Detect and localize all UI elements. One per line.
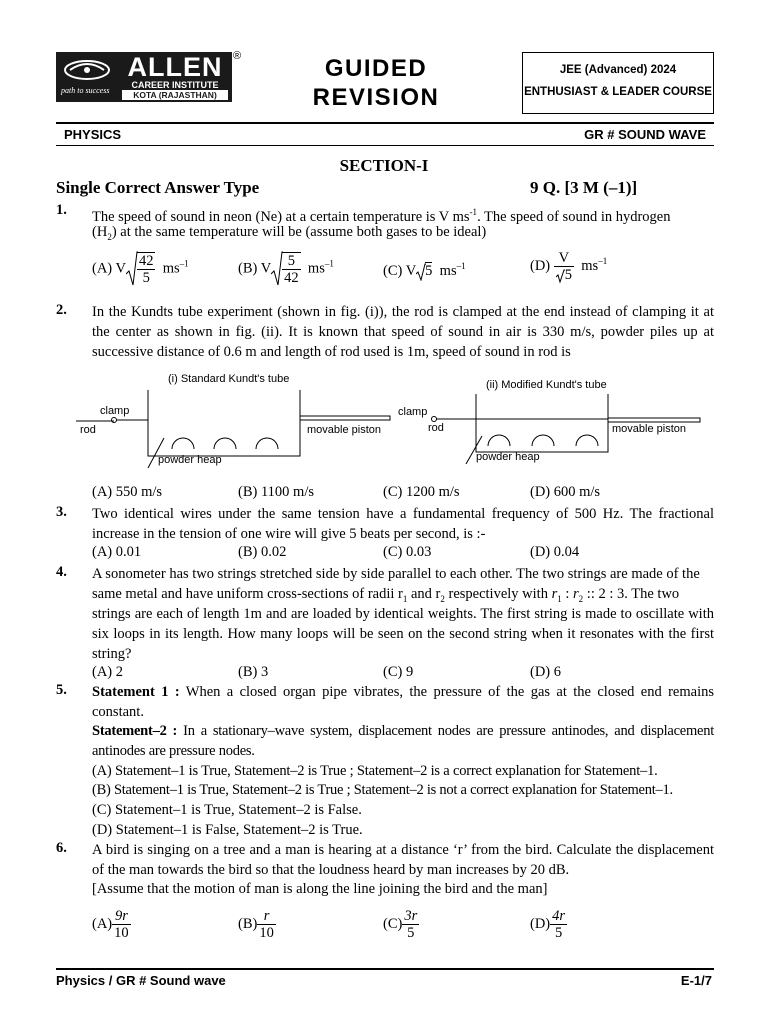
q2-option-b: (B) 1100 m/s <box>238 484 314 500</box>
q1-text-line2: $(H_2)$ at the same temperature will be (assume both gases to be ideal) <box>92 224 487 242</box>
doc-title <box>296 54 456 112</box>
q4-option-c: (C) 9 <box>383 664 414 680</box>
q1-text-line1: The speed of sound in neon (Ne) at a certain temperature is V $ms^{-1}$. The speed of sound in hydrogen <box>92 207 671 225</box>
q4-option-a: (A) 2 <box>92 664 124 680</box>
course-box <box>522 52 714 114</box>
q5-option-a: (A) Statement–1 is True, Statement–2 is True ; Statement–2 is a correct explanation for Statement–1. <box>92 763 658 779</box>
fig2-piston-label: movable piston <box>612 423 686 435</box>
logo-city: KOTA (RAJASTHAN) <box>122 90 228 100</box>
q4-number: 4. <box>56 564 67 580</box>
q4-text-line1: A sonometer has two strings stretched side by side parallel to each other. The two strings are made of the <box>92 566 700 582</box>
q6-option-a: (A) $\frac{9r}{10}$ <box>92 908 129 941</box>
q3-option-c: (C) 0.03 <box>383 544 432 560</box>
fig2-heap-2 <box>532 435 554 446</box>
fig1-heap-1 <box>172 438 194 449</box>
q4-option-b: (B) 3 <box>238 664 269 680</box>
section-title: SECTION-I <box>339 156 429 175</box>
fig1-heap-label: powder heap <box>158 454 222 466</box>
q4-text-line2: same metal and have uniform cross-sections of radii $r_1$ and $r_2$ respectively with $r_1$ : $r_2$ :: 2 : 3. The two <box>92 586 680 604</box>
header-rule-top <box>56 122 714 124</box>
q3-text: Two identical wires under the same tension have a fundamental frequency of 500 Hz. The fractional increase in the tension of one wire will give 5 beats per second, is :- <box>92 506 714 542</box>
q2-option-a: (A) 550 m/s <box>92 484 163 500</box>
header-rule-bottom <box>56 145 714 146</box>
fig2-rod-label: rod <box>428 422 444 434</box>
fig1-rod-label: rod <box>80 424 96 436</box>
q5-option-c: (C) Statement–1 is True, Statement–2 is False. <box>92 802 362 818</box>
kundt-tube-figure-modified <box>396 372 718 472</box>
fig1-piston <box>300 416 390 420</box>
q6-text: A bird is singing on a tree and a man is hearing at a distance ‘r’ from the bird. Calculate the displacement of the man towards the bird so that the loudness heard by man increases by 20 dB. <box>92 842 714 878</box>
fig1-piston-label: movable piston <box>307 424 381 436</box>
q4-option-d: (D) 6 <box>530 664 562 680</box>
q3-number: 3. <box>56 504 67 520</box>
q1-option-a: (A) V $\frac{42}{5}$ $ms^{-1}$ <box>92 253 189 286</box>
q1-option-b: (B) V $\frac{5}{42}$ $ms^{-1}$ <box>238 253 334 286</box>
page-number: E-1/7 <box>680 973 712 988</box>
logo-institute: CAREER INSTITUTE <box>131 80 219 90</box>
logo-tagline: path to success <box>61 86 110 95</box>
q4-text-rest: strings are each of length 1m and are loaded by identical weights. The first string is made to oscillate with six loops in its length. How many loops will be seen on the second string when it resonates with the first string? <box>92 606 714 662</box>
marking-scheme: 9 Q. [3 M (–1)] <box>530 178 638 197</box>
fig2-clamp-point <box>432 417 437 422</box>
doc-title-line1: GUIDED <box>324 55 428 82</box>
footer-left: Physics / GR # Sound wave <box>56 973 226 988</box>
q6-number: 6. <box>56 840 67 856</box>
question-type: Single Correct Answer Type <box>56 178 260 197</box>
fig2-clamp-label: clamp <box>398 406 428 418</box>
fig2-piston <box>608 418 700 422</box>
registered-mark: ® <box>233 50 242 62</box>
topic-label: GR # SOUND WAVE <box>584 127 706 142</box>
q6-option-d: (D) $\frac{4r}{5}$ <box>530 908 566 941</box>
q2-option-d: (D) 600 m/s <box>530 484 601 500</box>
q1-option-d: (D) $\frac{V}{5}$ $ms^{-1}$ <box>530 250 608 283</box>
fig1-heap-2 <box>214 438 236 449</box>
q3-option-b: (B) 0.02 <box>238 544 287 560</box>
q6-option-b: (B) $\frac{r}{10}$ <box>238 908 274 941</box>
logo-emblem-icon <box>60 56 114 82</box>
q5-number: 5. <box>56 682 67 698</box>
q5-option-d: (D) Statement–1 is False, Statement–2 is True. <box>92 822 363 838</box>
fig1-heap-3 <box>256 438 278 449</box>
kundt-tube-figure-standard <box>76 368 396 472</box>
logo-brand: ALLEN <box>127 52 223 82</box>
course-line1: JEE (Advanced) 2024 <box>559 64 677 76</box>
q3-option-d: (D) 0.04 <box>530 544 580 560</box>
q6-note: [Assume that the motion of man is along the line joining the bird and the man] <box>92 881 548 897</box>
fig2-heap-3 <box>576 435 598 446</box>
doc-title-line2: REVISION <box>312 84 440 111</box>
q6-option-c: (C) $\frac{3r}{5}$ <box>383 908 418 941</box>
q2-number: 2. <box>56 302 67 318</box>
q2-text: In the Kundts tube experiment (shown in fig. (i)), the rod is clamped at the end instead of clamping it at the center as shown in fig. (ii). It is known that speed of sound in air is 330 m/s, powder piles up at successive distance of 0.6 m and length of rod used is 1m, speed of sound in rod is <box>92 304 714 360</box>
fig2-caption: (ii) Modified Kundt's tube <box>486 379 607 391</box>
q5-statement-2: Statement–2 : In a stationary–wave system, displacement nodes are pressure antinodes, and displacement antinodes are pressure nodes. <box>92 723 714 759</box>
q5-option-b: (B) Statement–1 is True, Statement–2 is True ; Statement–2 is not a correct explanation for Statement–1. <box>92 782 673 798</box>
q1-option-c: (C) V 5 $ms^{-1}$ <box>383 261 466 279</box>
q5-statement-1: Statement 1 : When a closed organ pipe vibrates, the pressure of the gas at the closed end remains constant. <box>92 684 714 720</box>
fig2-heap-label: powder heap <box>476 451 540 463</box>
q3-option-a: (A) 0.01 <box>92 544 142 560</box>
q2-option-c: (C) 1200 m/s <box>383 484 460 500</box>
fig2-heap-1 <box>488 435 510 446</box>
q1-number: 1. <box>56 202 67 218</box>
course-line2: ENTHUSIAST & LEADER COURSE <box>524 86 712 98</box>
fig1-clamp-point <box>112 418 117 423</box>
subject-label: PHYSICS <box>64 127 122 142</box>
footer-rule <box>56 968 714 970</box>
fig1-caption: (i) Standard Kundt's tube <box>168 373 290 385</box>
fig1-clamp-label: clamp <box>100 405 130 417</box>
